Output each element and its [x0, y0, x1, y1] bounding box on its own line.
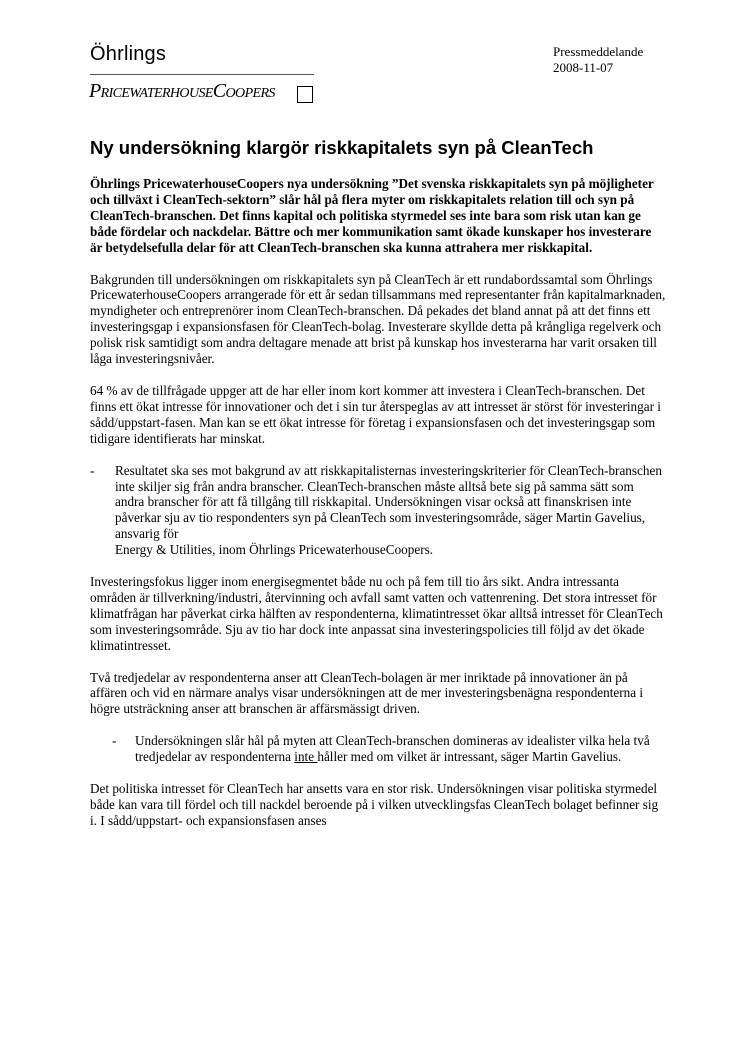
- quote-block-2: [90, 733, 666, 765]
- quote-dash: -: [90, 462, 95, 478]
- press-release-date: 2008-11-07: [553, 60, 614, 75]
- quote-text-before: Undersökningen slår hål på myten att CleanTech-branschen domineras av idealister vilka hela två tredjedelar av respondenterna: [135, 733, 650, 765]
- quote-text-after: håller med om vilket är intressant, säger Martin Gavelius.: [317, 749, 622, 765]
- logo-divider: [90, 74, 314, 75]
- paragraph-political: Det politiska intresset för CleanTech har ansetts vara en stor risk. Undersökningen visar politiska styrmedel både kan vara till fördel och till nackdel beroende på i vilken utvecklingsfas CleanTech bolaget befinner sig i. I sådd/uppstart- och expansionsfasen anses: [90, 781, 659, 828]
- company-logo-bottom: PricewaterhouseCoopers: [89, 80, 275, 102]
- paragraph-investment-share: 64 % av de tillfrågade uppger att de har eller inom kort kommer att investera i CleanTech-branschen. Det finns ett ökat intresse för innovationer och det i sin tur återspeglas av att intresset är störst för investeringar i sådd/uppstart-fasen. Man kan se ett ökat intresse för företag i expansionsfasen och det investeringsgap som tidigare identifierats har minskat.: [90, 382, 661, 446]
- page-title: Ny undersökning klargör riskkapitalets syn på CleanTech: [90, 137, 594, 158]
- pwc-badge-icon: [297, 86, 313, 103]
- paragraph-investment-focus: Investeringsfokus ligger inom energisegmentet både nu och på fem till tio års sikt. Andra intressanta områden är tillverkning/industri, återvinning och avfall samt vatten och vattenrening. Det stora intresset för klimatfrågan har påverkat cirka hälften av respondenterna, klimatintresset ökar alltså intresset för CleanTech som investeringsområde. Sju av tio har dock inte anpassat sina investeringspolicies till följd av det ökade klimatintresset.: [90, 574, 663, 653]
- quote-block-1: [90, 463, 666, 558]
- article-body: [90, 176, 666, 845]
- quote-text: Resultatet ska ses mot bakgrund av att riskkapitalisternas investeringskriterier för CleanTech-branschen inte skiljer sig från andra branscher. CleanTech-branschen måste alltså bete sig på samma sätt som andra branscher för att få tillgång till riskkapital. Undersökningen visar också att finanskrisen inte påverkar sju av tio respondenters syn på CleanTech som investeringsområde, säger Martin Gavelius, ansvarig för: [115, 462, 662, 542]
- paragraph-background: Bakgrunden till undersökningen om riskkapitalets syn på CleanTech är ett rundabordssamtal som Öhrlings PricewaterhouseCoopers arrangerade för ett år sedan tillsammans med representanter från kapitalmarknaden, myndigheter och entreprenörer inom CleanTech-branschen. Då pekades det bland annat på att det finns ett investeringsgap i expansionsfasen för CleanTech-bolag. Investerare skyllde detta på krångliga regelverk och polisk risk samtidigt som andra deltagare menade att brist på kunskap hos investerarna har varit orsaken till låga investeringsnivåer.: [90, 271, 666, 367]
- lead-paragraph: Öhrlings PricewaterhouseCoopers nya undersökning ”Det svenska riskkapitalets syn på möjligheter och tillväxt i CleanTech-sektorn” slår hål på flera myter om riskkapitalets relation till och syn på CleanTech-branschen. Det finns kapital och politiska styrmedel ses inte bara som risk utan kan ge både fördelar och nackdelar. Bättre och mer kommunikation samt ökade kunskaper hos investerare är betydelsefulla delar för att CleanTech-branschen ska kunna attrahera mer riskkapital.: [90, 176, 654, 255]
- press-release-label: Pressmeddelande: [553, 44, 644, 59]
- quote-text-end: Energy & Utilities, inom Öhrlings PricewaterhouseCoopers.: [115, 542, 434, 558]
- quote-dash: -: [112, 733, 117, 749]
- quote-text-underlined: inte: [294, 749, 318, 765]
- paragraph-innovation: Två tredjedelar av respondenterna anser att CleanTech-bolagen är mer inriktade på innovationer än på affären och vid en närmare analys visar undersökningen att de mer investeringsbenägna respondenterna i högre utsträckning anser att branschen är affärsmässigt driven.: [90, 669, 644, 717]
- company-logo-top: Öhrlings: [90, 43, 167, 65]
